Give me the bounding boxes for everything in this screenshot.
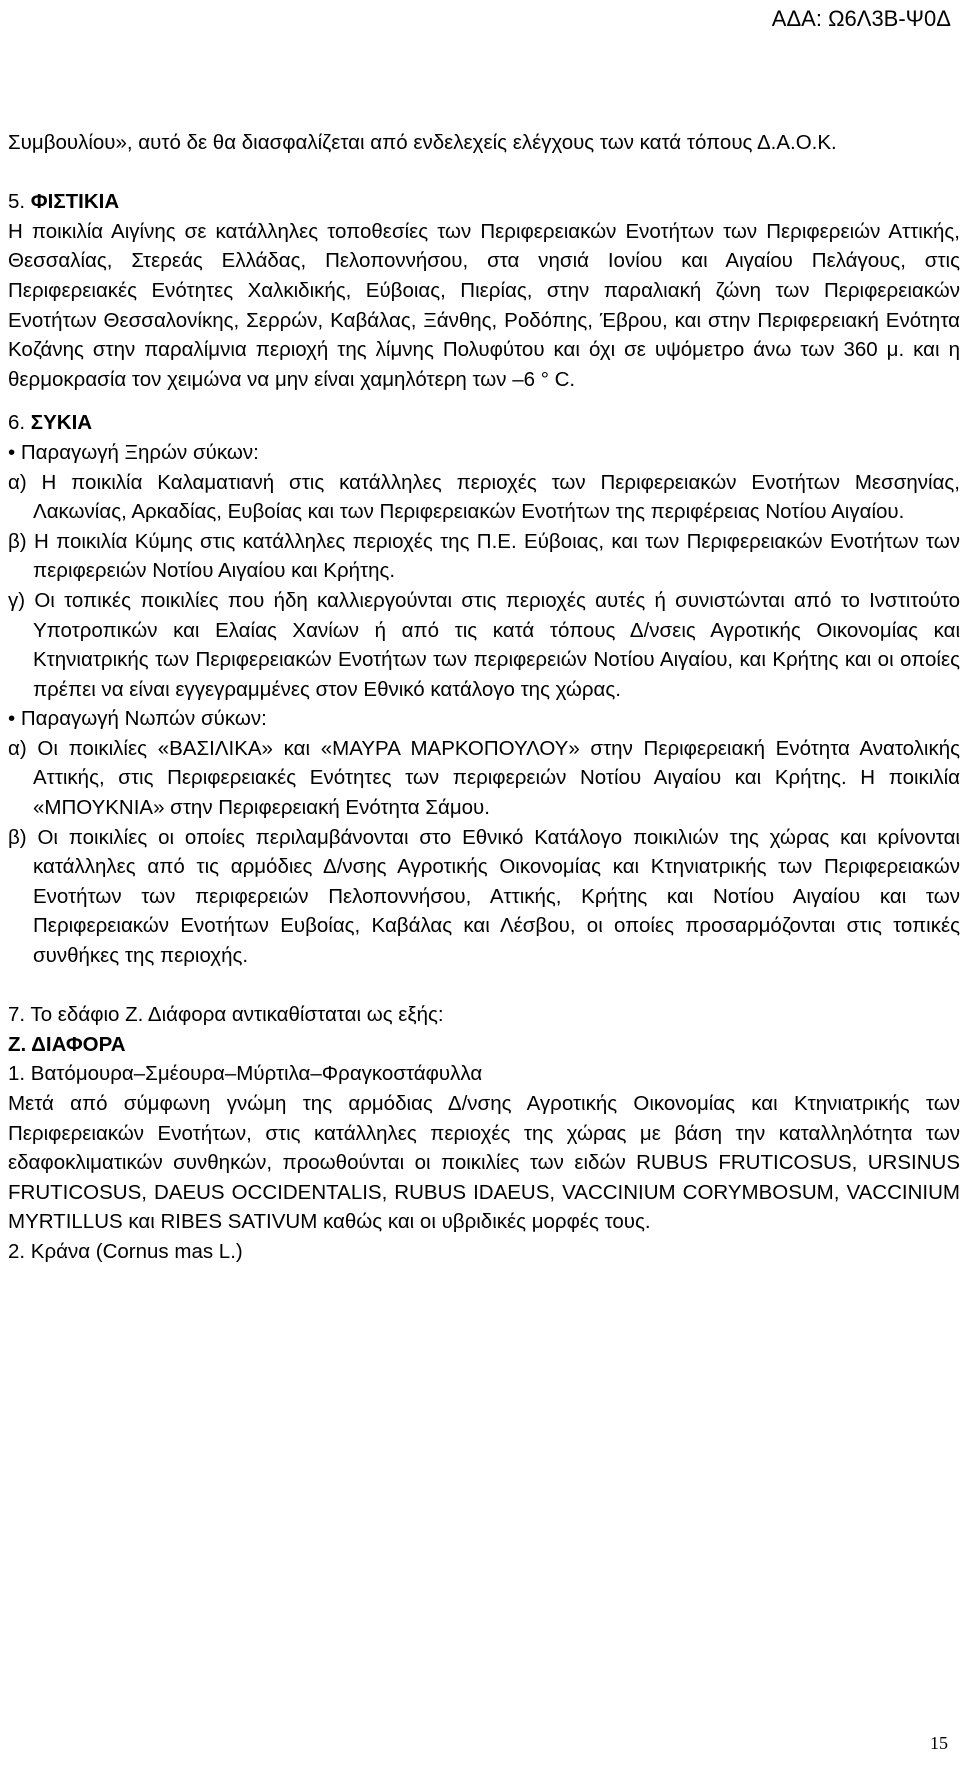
section-7-line: 7. Το εδάφιο Ζ. Διάφορα αντικαθίσταται ως εξής:: [8, 1003, 444, 1027]
page-number: 15: [930, 1733, 948, 1753]
fresh-figs-item-b: β) Οι ποικιλίες οι οποίες περιλαμβάνονται στο Εθνικό Κατάλογο ποικιλιών της χώρας και κρίνονται κατάλληλες από τις αρμόδιες Δ/νσης Αγροτικής Οικονομίας και Κτηνιατρικής των Περιφερειακών Ενοτήτων των περιφερειών Πελοποννήσου, Αττικής, Κρήτης και Νοτίου Αιγαίου και των Περιφερειακών Ενοτήτων Ευβοίας, Καβάλας και Λέσβου, οι οποίες προσαρμόζονται στις τοπικές συνθήκες της περιοχής.: [8, 825, 960, 968]
dry-figs-heading: • Παραγωγή Ξηρών σύκων:: [8, 440, 259, 464]
spacer: [8, 971, 960, 1001]
document-body: [8, 128, 960, 1267]
section-6-title: ΣΥΚΙΑ: [30, 411, 93, 435]
spacer: [8, 158, 960, 188]
section-6-number: 6.: [8, 411, 31, 435]
dry-figs-item-b: β) Η ποικιλία Κύμης στις κατάλληλες περιοχές της Π.Ε. Εύβοιας, και των Περιφερειακών Ενοτήτων των περιφερειών Νοτίου Αιγαίου και Κρήτης.: [8, 529, 960, 583]
section-5-heading: [8, 187, 960, 217]
section-5-title: ΦΙΣΤΙΚΙΑ: [30, 190, 120, 214]
item-2-title: 2. Κράνα (Cornus mas L.): [8, 1239, 243, 1263]
ada-header: ΑΔΑ: Ω6Λ3Β-Ψ0Δ: [771, 6, 951, 31]
fresh-figs-item-a: α) Οι ποικιλίες «ΒΑΣΙΛΙΚΑ» και «ΜΑΥΡΑ ΜΑΡΚΟΠΟΥΛΟΥ» στην Περιφερειακή Ενότητα Ανατολικής Αττικής, στις Περιφερειακές Ενότητες των περιφερειών Νοτίου Αιγαίου και Κρήτης. Η ποικιλία «ΜΠΟΥΚΝΙΑ» στην Περιφερειακή Ενότητα Σάμου.: [8, 736, 960, 820]
section-6-heading: [8, 408, 960, 438]
section-5-number: 5.: [8, 190, 31, 214]
fresh-figs-heading: • Παραγωγή Νωπών σύκων:: [8, 707, 267, 731]
section-5-text: Η ποικιλία Αιγίνης σε κατάλληλες τοποθεσίες των Περιφερειακών Ενοτήτων των Περιφερειών Αττικής, Θεσσαλίας, Στερεάς Ελλάδας, Πελοποννήσου, στα νησιά Ιονίου και Αιγαίου Πελάγους, στις Περιφερειακές Ενότητες Χαλκιδικής, Εύβοιας, Πιερίας, στην παραλιακή ζώνη των Περιφερειακών Ενοτήτων Θεσσαλονίκης, Σερρών, Καβάλας, Ξάνθης, Ροδόπης, Έβρου, και στην Περιφερειακή Ενότητα Κοζάνης στην παραλίμνια περιοχή της λίμνης Πολυφύτου και όχι σε υψόμετρο άνω των 360 μ. και η θερμοκρασία τον χειμώνα να μην είναι χαμηλότερη των –6 ° C.: [8, 219, 960, 391]
spacer: [8, 394, 960, 408]
dry-figs-item-c: γ) Οι τοπικές ποικιλίες που ήδη καλλιεργούνται στις περιοχές αυτές ή συνιστώνται από το Ινστιτούτο Υποτροπικών και Ελαίας Χανίων ή από τις κατά τόπους Δ/νσεις Αγροτικής Οικονομίας και Κτηνιατρικής των Περιφερειακών Ενοτήτων των περιφερειών Νοτίου Αιγαίου, και Κρήτης και οι οποίες πρέπει να είναι εγγεγραμμένες στον Εθνικό κατάλογο της χώρας.: [8, 588, 960, 701]
intro-paragraph: Συμβουλίου», αυτό δε θα διασφαλίζεται από ενδελεχείς ελέγχους των κατά τόπους Δ.Α.Ο.Κ.: [8, 131, 837, 154]
item-1-title: 1. Βατόμουρα–Σμέουρα–Μύρτιλα–Φραγκοστάφυλλα: [8, 1062, 483, 1086]
item-1-text: Μετά από σύμφωνη γνώμη της αρμόδιας Δ/νσης Αγροτικής Οικονομίας και Κτηνιατρικής των Περιφερειακών Ενοτήτων, στις κατάλληλες περιοχές της χώρας με βάση την καταλληλότητα των εδαφοκλιματικών συνθηκών, προωθούνται οι ποικιλίες των ειδών RUBUS FRUTICOSUS, URSINUS FRUTICOSUS, DAEUS OCCIDENTALIS, RUBUS IDAEUS, VACCINIUM CORYMBOSUM, VACCINIUM MYRTILLUS και RIBES SATIVUM καθώς και οι υβριδικές μορφές τους.: [8, 1092, 960, 1234]
dry-figs-item-a: α) Η ποικιλία Καλαματιανή στις κατάλληλες περιοχές των Περιφερειακών Ενοτήτων Μεσσηνίας, Λακωνίας, Αρκαδίας, Ευβοίας και των Περιφερειακών Ενοτήτων της περιφέρειας Νοτίου Αιγαίου.: [8, 470, 960, 524]
section-z-title: Ζ. ΔΙΑΦΟΡΑ: [8, 1032, 126, 1056]
